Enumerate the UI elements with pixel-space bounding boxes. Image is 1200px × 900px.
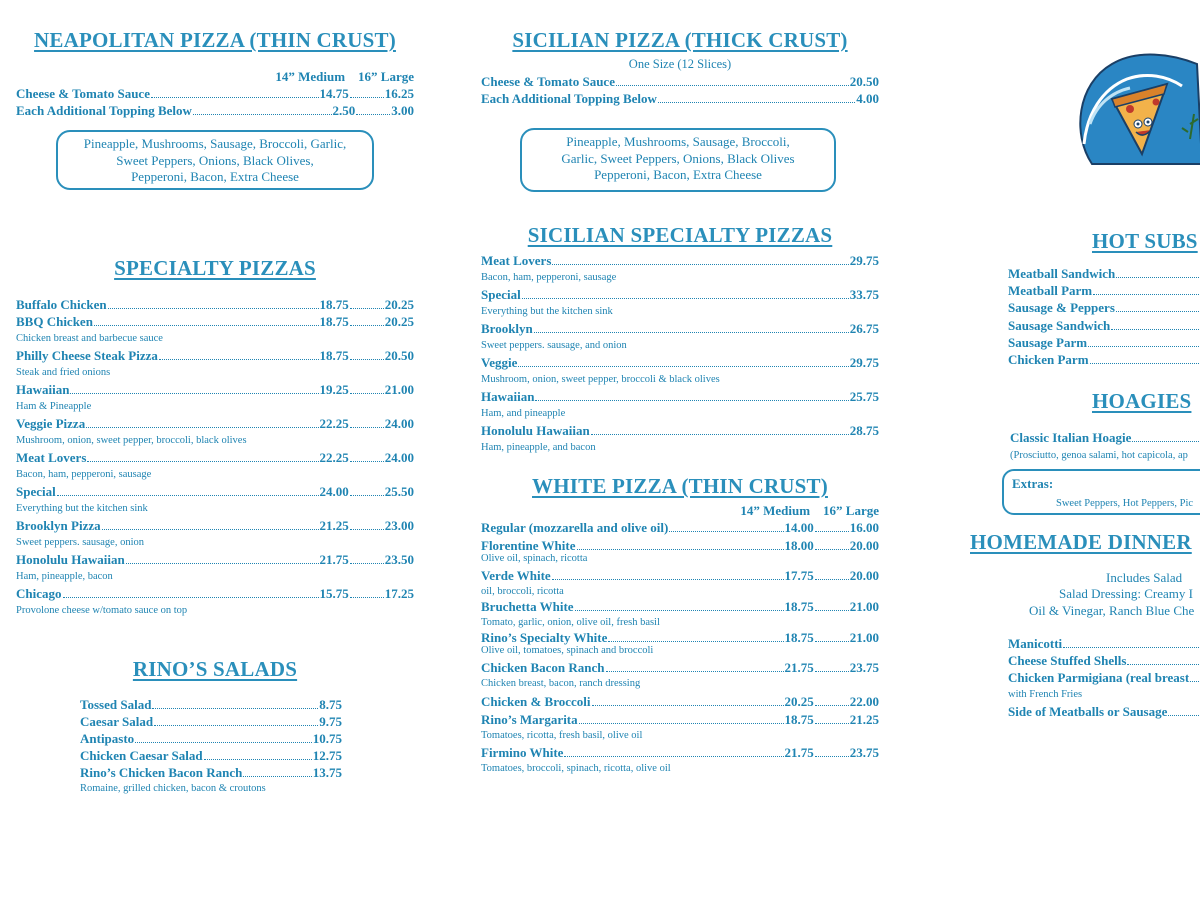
leader-dots [350, 417, 384, 428]
item-price-large: 20.25 [384, 314, 414, 329]
item-description: Bacon, ham, pepperoni, sausage [481, 272, 617, 283]
item-price-large: 20.50 [384, 348, 414, 363]
leader-dots [564, 746, 783, 757]
item-name: BBQ Chicken [16, 314, 93, 329]
item-description: Olive oil, spinach, ricotta [481, 553, 588, 564]
item-price: 24.00 [319, 484, 349, 499]
item-price: 18.75 [784, 712, 814, 727]
menu-item [481, 91, 879, 107]
leader-dots [815, 661, 849, 672]
item-price-large: 25.50 [384, 484, 414, 499]
leader-dots [350, 587, 384, 598]
size-large-label: 16” Large [358, 69, 414, 84]
item-price: 21.75 [784, 660, 814, 675]
dinner-title: HOMEMADE DINNER [970, 530, 1192, 554]
item-price-large: 21.00 [384, 382, 414, 397]
item-name: Philly Cheese Steak Pizza [16, 348, 158, 363]
leader-dots [126, 553, 319, 564]
menu-item [481, 423, 879, 439]
leader-dots [1116, 267, 1200, 278]
item-price: 12.75 [312, 748, 342, 763]
item-price: 18.75 [319, 314, 349, 329]
menu-item [481, 745, 879, 761]
item-price: 15.75 [319, 586, 349, 601]
leader-dots [616, 75, 849, 86]
leader-dots [154, 715, 318, 726]
item-name: Chicago [16, 586, 62, 601]
leader-dots [518, 356, 848, 367]
item-price: 20.25 [784, 694, 814, 709]
leader-dots [1127, 654, 1200, 665]
item-name: Each Additional Topping Below [16, 103, 192, 118]
specialty-title: SPECIALTY PIZZAS [114, 256, 316, 280]
item-description: Everything but the kitchen sink [481, 306, 613, 317]
item-name: Manicotti [1008, 636, 1063, 651]
item-description: Bacon, ham, pepperoni, sausage [16, 469, 152, 480]
item-description: Ham, pineapple, and bacon [481, 442, 596, 453]
item-name: Classic Italian Hoagie [1010, 430, 1132, 445]
menu-item [16, 586, 414, 602]
dinner-line-1: Includes Salad [1106, 570, 1183, 585]
leader-dots [350, 383, 384, 394]
menu-item [1008, 335, 1200, 351]
leader-dots [592, 695, 784, 706]
leader-dots [815, 569, 849, 580]
item-description: Ham & Pineapple [16, 401, 92, 412]
topping-line: Pineapple, Mushrooms, Sausage, Broccoli, [566, 134, 790, 149]
menu-item [16, 552, 414, 568]
item-price-large: 21.00 [849, 599, 879, 614]
menu-item [80, 731, 342, 747]
item-name: Buffalo Chicken [16, 297, 107, 312]
leader-dots [522, 288, 849, 299]
menu-item [16, 314, 414, 330]
menu-item [481, 660, 879, 676]
menu-item [16, 86, 414, 102]
menu-item [1008, 704, 1200, 720]
neapolitan-sizes [275, 69, 414, 85]
item-price-large: 3.00 [391, 103, 414, 118]
leader-dots [152, 698, 318, 709]
hoagie-extras-box [1002, 469, 1200, 515]
item-price: 18.75 [319, 348, 349, 363]
topping-line: Pepperoni, Bacon, Extra Cheese [594, 167, 762, 182]
item-name: Hawaiian [481, 389, 535, 404]
item-price: 22.25 [319, 416, 349, 431]
menu-item [1008, 636, 1200, 652]
item-name: Meatball Sandwich [1008, 266, 1116, 281]
leader-dots [350, 519, 384, 530]
item-name: Veggie Pizza [16, 416, 86, 431]
extras-text: Sweet Peppers, Hot Peppers, Pic [1056, 497, 1194, 509]
item-price: 18.75 [319, 297, 349, 312]
menu-item [80, 748, 342, 764]
menu-item [1008, 653, 1200, 669]
menu-item [481, 253, 879, 269]
leader-dots [658, 92, 855, 103]
hoagies-title: HOAGIES [1092, 389, 1192, 413]
leader-dots [159, 349, 319, 360]
item-price: 18.75 [784, 630, 814, 645]
leader-dots [350, 553, 384, 564]
item-description: Everything but the kitchen sink [16, 503, 148, 514]
menu-item [481, 568, 879, 584]
item-price: 2.50 [332, 103, 356, 118]
item-name: Meat Lovers [481, 253, 552, 268]
item-price-large: 20.00 [849, 568, 879, 583]
item-price-large: 23.75 [849, 745, 879, 760]
menu-item [481, 321, 879, 337]
menu-item [481, 538, 879, 554]
leader-dots [815, 631, 849, 642]
item-name: Chicken & Broccoli [481, 694, 591, 709]
item-name: Honolulu Hawaiian [16, 552, 125, 567]
item-price-large: 17.25 [384, 586, 414, 601]
item-description: Steak and fried onions [16, 367, 111, 378]
item-name: Chicken Bacon Ranch [481, 660, 605, 675]
item-price: 22.25 [319, 450, 349, 465]
item-price-large: 21.00 [849, 630, 879, 645]
leader-dots [356, 104, 390, 115]
sicilian-subtitle: One Size (12 Slices) [628, 57, 732, 71]
neapolitan-title: NEAPOLITAN PIZZA (THIN CRUST) [34, 28, 396, 52]
menu-item [16, 103, 414, 119]
neapolitan-toppings-box [56, 130, 374, 190]
leader-dots [94, 315, 319, 326]
menu-item [1008, 283, 1200, 299]
item-price-large: 21.25 [849, 712, 879, 727]
leader-dots [1088, 335, 1200, 346]
menu-item [80, 714, 342, 730]
item-description: Provolone cheese w/tomato sauce on top [16, 605, 188, 616]
topping-line: Pineapple, Mushrooms, Sausage, Broccoli, Garlic, [83, 136, 347, 151]
item-description: Mushroom, onion, sweet pepper, broccoli & black olives [481, 374, 720, 385]
item-name: Sausage Parm [1008, 334, 1088, 350]
menu-item [16, 450, 414, 466]
item-name: Brooklyn [481, 321, 533, 336]
item-description: Sweet peppers. sausage, onion [16, 537, 145, 548]
item-description: Tomatoes, ricotta, fresh basil, olive oil [481, 730, 643, 741]
item-price-large: 24.00 [384, 416, 414, 431]
menu-item [16, 382, 414, 398]
item-name: Meatball Parm [1008, 283, 1093, 299]
size-medium-label: 14” Medium [740, 503, 811, 518]
item-price: 33.75 [849, 287, 879, 302]
leader-dots [350, 485, 384, 496]
white-sizes [740, 503, 879, 519]
item-name: Regular (mozzarella and olive oil) [481, 520, 669, 535]
leader-dots [534, 322, 849, 333]
leader-dots [815, 521, 849, 532]
menu-item [16, 348, 414, 364]
leader-dots [1111, 318, 1200, 329]
leader-dots [669, 521, 783, 532]
item-name: Cheese & Tomato Sauce [481, 74, 615, 89]
leader-dots [1063, 637, 1200, 648]
item-name: Antipasto [80, 731, 135, 746]
item-name: Sausage Sandwich [1008, 317, 1111, 333]
item-name: Florentine White [481, 538, 576, 553]
menu-item [1008, 266, 1200, 282]
item-price: 10.75 [312, 731, 342, 746]
item-description: Romaine, grilled chicken, bacon & croutons [80, 783, 266, 794]
leader-dots [151, 87, 319, 98]
hoagie-item-desc: (Prosciutto, genoa salami, hot capicola, ap [1010, 450, 1188, 461]
item-price: 8.75 [319, 697, 342, 712]
menu-item [16, 484, 414, 500]
item-name: Cheese Stuffed Shells [1008, 653, 1127, 668]
leader-dots [243, 766, 311, 777]
item-name: Tossed Salad [80, 697, 152, 712]
item-price-large: 20.25 [384, 297, 414, 312]
item-price: 14.75 [319, 86, 349, 101]
leader-dots [815, 539, 849, 550]
item-price-large: 24.00 [384, 450, 414, 465]
menu-item [16, 297, 414, 313]
leader-dots [1090, 353, 1200, 364]
item-description: Olive oil, tomatoes, spinach and broccoli [481, 645, 654, 656]
item-name: Sausage & Peppers [1008, 300, 1115, 316]
size-large-label: 16” Large [823, 503, 879, 518]
menu-item [1008, 318, 1200, 334]
menu-item [481, 355, 879, 371]
item-name: Meat Lovers [16, 450, 87, 465]
leader-dots [350, 451, 384, 462]
item-name: Veggie [481, 355, 518, 370]
leader-dots [606, 661, 784, 672]
leader-dots [70, 383, 318, 394]
item-description: oil, broccoli, ricotta [481, 586, 564, 597]
menu-item [481, 712, 879, 728]
item-price-large: 23.50 [384, 552, 414, 567]
pizza-slice-surfing-wave-logo [1072, 44, 1200, 174]
item-price-large: 16.00 [849, 520, 879, 535]
sicilian-title: SICILIAN PIZZA (THICK CRUST) [512, 28, 848, 52]
item-description: Mushroom, onion, sweet pepper, broccoli, black olives [16, 435, 247, 446]
leader-dots [815, 746, 849, 757]
menu-item [1008, 352, 1200, 368]
item-description: Chicken breast, bacon, ranch dressing [481, 678, 641, 689]
sicilian-toppings-box [520, 128, 836, 192]
leader-dots [815, 695, 849, 706]
leader-dots [552, 569, 784, 580]
item-price-large: 22.00 [849, 694, 879, 709]
leader-dots [579, 713, 784, 724]
item-description: Sweet peppers. sausage, and onion [481, 340, 627, 351]
leader-dots [577, 539, 784, 550]
item-price: 26.75 [849, 321, 879, 336]
item-description: Tomato, garlic, onion, olive oil, fresh basil [481, 617, 660, 628]
leader-dots [350, 298, 384, 309]
leader-dots [575, 600, 784, 611]
leader-dots [1116, 301, 1200, 312]
item-price: 13.75 [312, 765, 342, 780]
item-price: 20.50 [849, 74, 879, 89]
item-name: Cheese & Tomato Sauce [16, 86, 150, 101]
menu-item [1008, 670, 1200, 686]
leader-dots [1168, 705, 1200, 716]
item-name: Each Additional Topping Below [481, 91, 657, 106]
menu-item [80, 765, 342, 781]
dinner-line-3: Oil & Vinegar, Ranch Blue Che [1029, 603, 1195, 618]
item-price: 29.75 [849, 355, 879, 370]
leader-dots [815, 600, 849, 611]
menu-item [16, 518, 414, 534]
salads-title: RINO’S SALADS [132, 657, 298, 681]
leader-dots [535, 390, 848, 401]
menu-item [481, 630, 879, 646]
item-price: 25.75 [849, 389, 879, 404]
item-name: Rino’s Margarita [481, 712, 578, 727]
item-price-large: 23.00 [384, 518, 414, 533]
leader-dots [552, 254, 848, 265]
leader-dots [350, 349, 384, 360]
item-price: 18.00 [784, 538, 814, 553]
item-price-large: 23.75 [849, 660, 879, 675]
leader-dots [102, 519, 319, 530]
leader-dots [204, 749, 312, 760]
item-price: 4.00 [856, 91, 879, 106]
item-description: Tomatoes, broccoli, spinach, ricotta, olive oil [481, 763, 671, 774]
leader-dots [350, 87, 384, 98]
item-name: Rino’s Specialty White [481, 630, 608, 645]
item-price-large: 16.25 [384, 86, 414, 101]
item-name: Bruchetta White [481, 599, 574, 614]
menu-item [481, 694, 879, 710]
item-price-large: 20.00 [849, 538, 879, 553]
leader-dots [57, 485, 319, 496]
menu-item [481, 287, 879, 303]
menu-item [80, 697, 342, 713]
item-price: 21.75 [784, 745, 814, 760]
item-name: Honolulu Hawaiian [481, 423, 590, 438]
menu-item [481, 389, 879, 405]
leader-dots [1190, 671, 1200, 682]
leader-dots [1132, 431, 1200, 442]
item-price: 9.75 [319, 714, 342, 729]
leader-dots [608, 631, 783, 642]
item-price: 19.25 [319, 382, 349, 397]
item-price: 28.75 [849, 423, 879, 438]
topping-line: Garlic, Sweet Peppers, Onions, Black Olives [561, 150, 795, 166]
topping-line: Pepperoni, Bacon, Extra Cheese [131, 169, 299, 184]
leader-dots [63, 587, 319, 598]
item-name: Hawaiian [16, 382, 70, 397]
leader-dots [135, 732, 312, 743]
item-description: Ham, and pineapple [481, 408, 566, 419]
item-name: Chicken Parmigiana (real breast [1008, 670, 1190, 685]
menu-item [481, 74, 879, 90]
leader-dots [350, 315, 384, 326]
item-name: Side of Meatballs or Sausage [1008, 704, 1168, 719]
item-price: 14.00 [784, 520, 814, 535]
size-medium-label: 14” Medium [275, 69, 346, 84]
leader-dots [86, 417, 318, 428]
white-title: WHITE PIZZA (THIN CRUST) [532, 474, 828, 498]
leader-dots [87, 451, 318, 462]
item-price: 29.75 [849, 253, 879, 268]
extras-label: Extras: [1012, 476, 1054, 491]
leader-dots [815, 713, 849, 724]
item-name: Firmino White [481, 745, 564, 760]
item-name: Verde White [481, 568, 551, 583]
item-description: with French Fries [1008, 689, 1083, 700]
item-price: 21.75 [319, 552, 349, 567]
leader-dots [1093, 284, 1200, 295]
sicilian-specialty-title: SICILIAN SPECIALTY PIZZAS [527, 223, 833, 247]
menu-item [481, 599, 879, 615]
item-price: 21.25 [319, 518, 349, 533]
menu-item [481, 520, 879, 536]
menu-item [1008, 300, 1200, 316]
item-name: Special [16, 484, 56, 499]
leader-dots [108, 298, 319, 309]
leader-dots [193, 104, 332, 115]
item-name: Rino’s Chicken Bacon Ranch [80, 765, 243, 780]
hot-subs-title: HOT SUBS [1092, 229, 1198, 253]
item-description: Ham, pineapple, bacon [16, 571, 113, 582]
item-name: Special [481, 287, 521, 302]
item-name: Chicken Parm [1008, 352, 1089, 367]
topping-line: Sweet Peppers, Onions, Black Olives, [116, 152, 314, 168]
item-name: Chicken Caesar Salad [80, 748, 203, 763]
item-name: Caesar Salad [80, 714, 154, 729]
item-description: Chicken breast and barbecue sauce [16, 333, 163, 344]
item-price: 18.75 [784, 599, 814, 614]
dinner-line-2: Salad Dressing: Creamy I [1059, 586, 1193, 601]
item-price: 17.75 [784, 568, 814, 583]
item-name: Brooklyn Pizza [16, 518, 101, 533]
leader-dots [591, 424, 849, 435]
hoagie-item [1010, 430, 1200, 446]
menu-item [16, 416, 414, 432]
